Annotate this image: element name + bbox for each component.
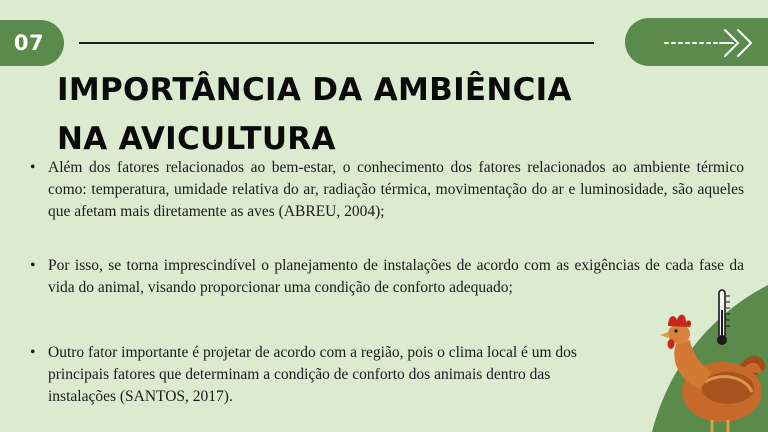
- slide-title: IMPORTÂNCIA DA AMBIÊNCIA NA AVICULTURA: [57, 72, 572, 157]
- slide-number: 07: [13, 31, 45, 55]
- bullet-item-1: • Além dos fatores relacionados ao bem-estar, o conhecimento dos fatores relacionados ao ambiente térmico como: temperatura, umidade relativa do ar, radiação térmica, movimentação do ar e luminosidade, são aqueles que afetam mais diretamente as aves (ABREU, 2004);: [28, 157, 744, 223]
- bullet-item-3: • Outro fator importante é projetar de acordo com a região, pois o clima local é um dos principais fatores que determinam a condição de conforto dos animais dentro das instalações (SANTOS, 2017).: [28, 342, 614, 408]
- bullet-item-2: • Por isso, se torna imprescindível o planejamento de instalações de acordo com as exigências de cada fase da vida do animal, visando proporcionar uma condição de conforto adequado;: [28, 255, 744, 299]
